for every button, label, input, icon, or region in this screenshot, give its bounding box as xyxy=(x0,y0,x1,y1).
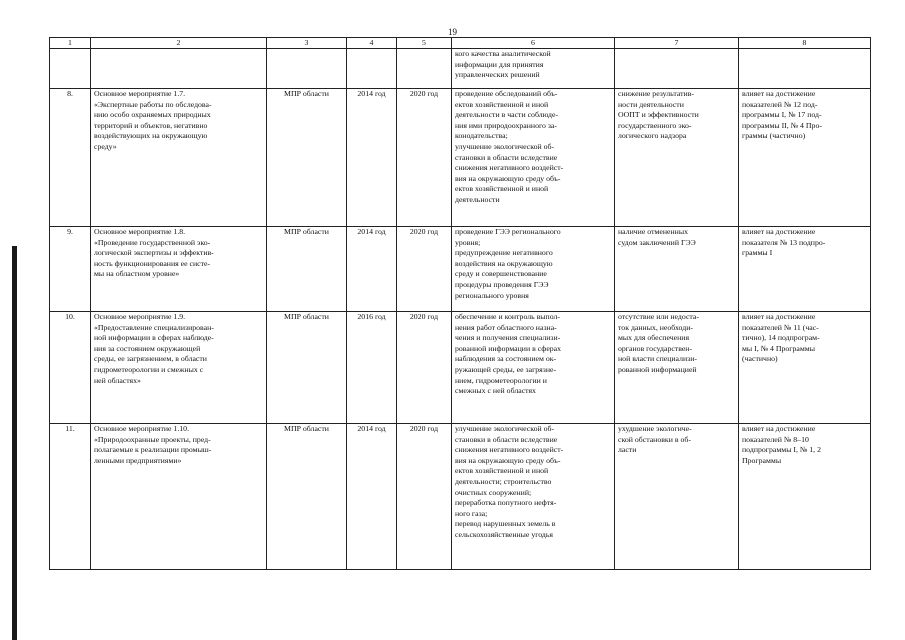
consequences-cell: ухудшение экологиче- ской обстановки в об- ласти xyxy=(615,424,739,570)
end-year-cell: 2020 год xyxy=(397,424,452,570)
column-number: 1 xyxy=(50,38,91,49)
consequences-cell: наличие отмененных судом заключений ГЭЭ xyxy=(615,227,739,312)
executor-cell: МПР области xyxy=(267,424,347,570)
indicator-link-cell: влияет на достижение показателя № 13 подпро- граммы I xyxy=(739,227,871,312)
scan-edge-bar xyxy=(12,246,17,640)
row-number: 10. xyxy=(50,312,91,424)
start-year-cell: 2014 год xyxy=(347,424,397,570)
column-number: 8 xyxy=(739,38,871,49)
start-year-cell: 2016 год xyxy=(347,312,397,424)
table-row xyxy=(50,424,871,570)
column-number: 7 xyxy=(615,38,739,49)
end-year-cell: 2020 год xyxy=(397,227,452,312)
executor-cell: МПР области xyxy=(267,89,347,227)
start-year-cell: 2014 год xyxy=(347,89,397,227)
continuation-row xyxy=(50,49,871,89)
page-number: 19 xyxy=(448,27,457,37)
table-row xyxy=(50,312,871,424)
executor-cell: МПР области xyxy=(267,312,347,424)
start-year-cell: 2014 год xyxy=(347,227,397,312)
consequences-cell: снижение результатив- ности деятельности ООПТ и эффективности государственного эко- логического надзора xyxy=(615,89,739,227)
column-number: 4 xyxy=(347,38,397,49)
executor-cell: МПР области xyxy=(267,227,347,312)
event-cell: Основное мероприятие 1.7. «Экспертные работы по обследова- нию особо охраняемых природных территорий и объектов, негативно воздействующих на окружающую среду» xyxy=(91,89,267,227)
result-cell: улучшение экологической об- становки в области вследствие снижения негативного воздейст- вия на окружающую среду объ- ектов хозяйственной и иной деятельности; строительство очистных сооружений; переработка попутного нефтя- ного газа; перевод нарушенных земель в сельскохозяйственные угодья xyxy=(452,424,615,570)
table-row xyxy=(50,89,871,227)
row-number: 11. xyxy=(50,424,91,570)
measures-table xyxy=(49,37,871,570)
result-cell: проведение ГЭЭ регионального уровня; предупреждение негативного воздействия на окружающую среду и совершенствование процедуры проведения ГЭЭ регионального уровня xyxy=(452,227,615,312)
column-number-row xyxy=(50,38,871,49)
end-year-cell: 2020 год xyxy=(397,89,452,227)
column-number: 3 xyxy=(267,38,347,49)
indicator-link-cell: влияет на достижение показателей № 8–10 подпрограммы I, № 1, 2 Программы xyxy=(739,424,871,570)
event-cell: Основное мероприятие 1.10. «Природоохранные проекты, пред- полагаемые к реализации промыш- ленными предприятиями» xyxy=(91,424,267,570)
event-cell: Основное мероприятие 1.9. «Предоставление специализирован- ной информации в сферах наблюде- ния за состоянием окружающей среды, ее загрязнением, в области гидрометеорологии и смежных с ней областях» xyxy=(91,312,267,424)
result-cell: проведение обследований объ- ектов хозяйственной и иной деятельности в части соблюде- ния ими природоохранного за- конодательства; улучшение экологической об- становки в области вследствие снижения негативного воздейст- вия на окружающую среду объ- ектов хозяйственной и иной деятельности xyxy=(452,89,615,227)
row-number: 9. xyxy=(50,227,91,312)
column-number: 6 xyxy=(452,38,615,49)
indicator-link-cell: влияет на достижение показателей № 11 (час- тично), 14 подпрограм- мы I, № 4 Программы (частично) xyxy=(739,312,871,424)
column-number: 2 xyxy=(91,38,267,49)
event-cell: Основное мероприятие 1.8. «Проведение государственной эко- логической экспертизы и эффектив- ность функционирования ее систе- мы на областном уровне» xyxy=(91,227,267,312)
column-number: 5 xyxy=(397,38,452,49)
consequences-cell: отсутствие или недоста- ток данных, необходи- мых для обеспечения органов государствен- ной власти специализи- рованной информацией xyxy=(615,312,739,424)
result-cell: обеспечение и контроль выпол- нения работ областного назна- чения и получения специализи- рованной информации в сферах наблюдения за состоянием ок- ружающей среды, ее загрязне- нием, гидрометеорологии и смежных с ней областях xyxy=(452,312,615,424)
indicator-link-cell: влияет на достижение показателей № 12 под- программы I, № 17 под- программы II, № 4 Про- граммы (частично) xyxy=(739,89,871,227)
row-number: 8. xyxy=(50,89,91,227)
result-cell: кого качества аналитической информации для принятия управленческих решений xyxy=(452,49,615,89)
table-row xyxy=(50,227,871,312)
end-year-cell: 2020 год xyxy=(397,312,452,424)
